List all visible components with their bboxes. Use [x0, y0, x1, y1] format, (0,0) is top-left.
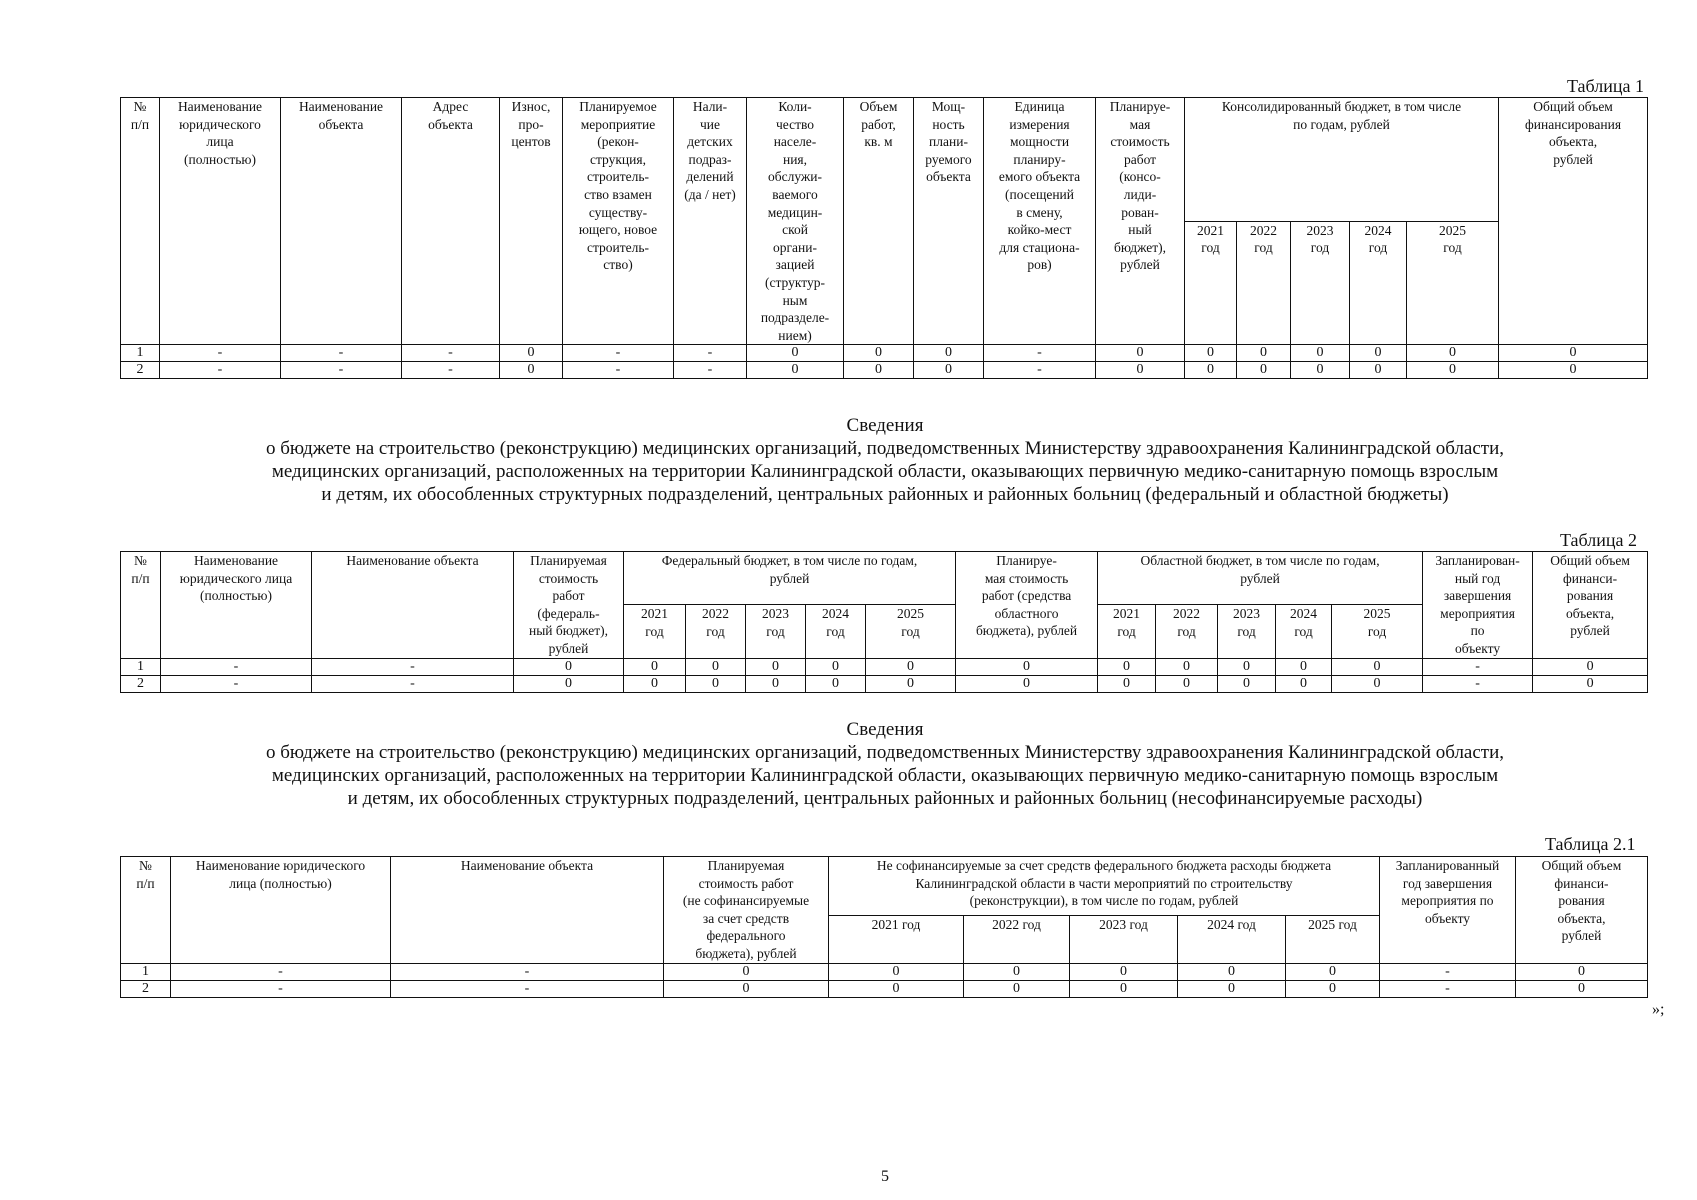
table-cell: - [160, 345, 281, 362]
table-cell: 0 [1237, 362, 1291, 379]
table-cell: - [391, 963, 664, 980]
table-cell: - [281, 345, 402, 362]
table-cell: 0 [686, 675, 746, 692]
table-cell: - [312, 658, 514, 675]
header-year-2025: 2025 год [1286, 915, 1380, 963]
table-cell: 0 [1096, 362, 1185, 379]
section2-line: медицинских организаций, расположенных на территории Калининградской области, оказывающих первичную медико-санитарную помощь взрослым [271, 461, 1499, 482]
table1-caption: Таблица 1 [1567, 76, 1644, 96]
header-year-2022: 2022 год [1237, 221, 1291, 345]
header-nonco-budget: Не софинансируемые за счет средств федерального бюджета расходы бюджета Калининградской области в части мероприятий по строительству (реконструкции), в том числе по годам, рублей [829, 857, 1380, 916]
table-cell: 2 [121, 675, 161, 692]
table1 [120, 97, 1648, 379]
table3-caption: Таблица 2.1 [1545, 834, 1636, 854]
section3-title: Сведения [846, 719, 924, 740]
header-object-address: Адрес объекта [402, 98, 500, 345]
header-year-2024: 2024 год [1350, 221, 1407, 345]
header-fed-year-2024: 2024 год [806, 605, 866, 658]
table-cell: 0 [1156, 675, 1218, 692]
page-number: 5 [881, 1168, 889, 1185]
table-cell: 2 [121, 362, 160, 379]
table-cell: - [984, 362, 1096, 379]
header-federal-cost: Планируемая стоимость работ (федераль- ный бюджет), рублей [514, 552, 624, 659]
header-year-2021: 2021 год [829, 915, 964, 963]
section2-title: Сведения [846, 415, 924, 436]
table-cell: 0 [1499, 345, 1648, 362]
header-capacity: Мощ- ность плани- руемого объекта [914, 98, 984, 345]
header-regional-cost: Планируе- мая стоимость работ (средства областного бюджета), рублей [956, 552, 1098, 659]
section3-line: медицинских организаций, расположенных на территории Калининградской области, оказывающих первичную медико-санитарную помощь взрослым [271, 765, 1499, 786]
header-reg-year-2024: 2024 год [1276, 605, 1332, 658]
table-cell: 0 [1098, 675, 1156, 692]
header-reg-year-2021: 2021 год [1098, 605, 1156, 658]
section2-line: о бюджете на строительство (реконструкцию) медицинских организаций, подведомственных Министерству здравоохранения Калининградской области, [265, 438, 1505, 459]
table-cell: 0 [1407, 362, 1499, 379]
header-total-financing: Общий объем финанси- рования объекта, рублей [1533, 552, 1648, 659]
table-row [121, 980, 1648, 997]
table-cell: 0 [1291, 345, 1350, 362]
table-cell: 0 [664, 980, 829, 997]
section3-heading [0, 718, 1697, 810]
table-cell: 0 [866, 658, 956, 675]
table-cell: 0 [956, 658, 1098, 675]
table-cell: 0 [1276, 675, 1332, 692]
table-cell: 0 [500, 345, 563, 362]
header-legal-entity: Наименование юридического лица (полностью) [171, 857, 391, 964]
header-capacity-unit: Единица измерения мощности планиру- емого объекта (посещений в смену, койко-мест для стациона- ров) [984, 98, 1096, 345]
header-wear: Износ, про- центов [500, 98, 563, 345]
table-cell: - [984, 345, 1096, 362]
header-total-financing: Общий объем финанси- рования объекта, рублей [1516, 857, 1648, 964]
header-planned-cost: Планируе- мая стоимость работ (консо- лиди- рован- ный бюджет), рублей [1096, 98, 1185, 345]
table-cell: - [171, 980, 391, 997]
header-year-2023: 2023 год [1291, 221, 1350, 345]
table-cell: 0 [914, 362, 984, 379]
table-cell: - [312, 675, 514, 692]
table-cell: 0 [806, 658, 866, 675]
table-cell: 0 [1185, 345, 1237, 362]
table-cell: 0 [1276, 658, 1332, 675]
header-reg-year-2022: 2022 год [1156, 605, 1218, 658]
header-planned-year: Запланирован- ный год завершения мероприятия по объекту [1423, 552, 1533, 659]
table-cell: 0 [1218, 658, 1276, 675]
table-cell: 0 [1286, 963, 1380, 980]
table-cell: 1 [121, 345, 160, 362]
table-row [121, 345, 1648, 362]
table-cell: 0 [746, 675, 806, 692]
table-cell: 0 [914, 345, 984, 362]
table-cell: 0 [829, 963, 964, 980]
header-planned-cost: Планируемая стоимость работ (не софинансируемые за счет средств федерального бюджета), рублей [664, 857, 829, 964]
header-year-2021: 2021 год [1185, 221, 1237, 345]
header-num: № п/п [121, 552, 161, 659]
table-cell: 0 [514, 675, 624, 692]
table-cell: - [563, 362, 674, 379]
header-planned-event: Планируемое мероприятие (рекон- струкция, строитель- ство взамен существу- ющего, новое строитель- ство) [563, 98, 674, 345]
table-cell: - [281, 362, 402, 379]
table-cell: 0 [866, 675, 956, 692]
table-cell: - [161, 658, 312, 675]
header-fed-year-2021: 2021 год [624, 605, 686, 658]
table-cell: - [391, 980, 664, 997]
table-cell: - [402, 362, 500, 379]
table-cell: 0 [964, 980, 1070, 997]
table-cell: 0 [1098, 658, 1156, 675]
header-legal-entity: Наименование юридического лица (полностью) [161, 552, 312, 659]
table-cell: 0 [844, 345, 914, 362]
header-reg-year-2025: 2025 год [1332, 605, 1423, 658]
table-cell: 0 [500, 362, 563, 379]
header-year-2024: 2024 год [1178, 915, 1286, 963]
header-year-2025: 2025 год [1407, 221, 1499, 345]
table-cell: 1 [121, 658, 161, 675]
table-cell: 0 [829, 980, 964, 997]
table-cell: 0 [1350, 345, 1407, 362]
table-cell: 0 [956, 675, 1098, 692]
table-cell: - [674, 345, 747, 362]
table-cell: 0 [747, 345, 844, 362]
header-fed-year-2025: 2025 год [866, 605, 956, 658]
table-cell: 0 [1218, 675, 1276, 692]
table2-caption: Таблица 2 [1560, 530, 1637, 550]
header-planned-year: Запланированный год завершения мероприятия по объекту [1380, 857, 1516, 964]
table-cell: 0 [1185, 362, 1237, 379]
table-row [121, 675, 1648, 692]
header-num: № п/п [121, 98, 160, 345]
table-cell: 0 [1516, 963, 1648, 980]
table-cell: - [563, 345, 674, 362]
table-cell: - [674, 362, 747, 379]
header-child-units: Нали- чие детских подраз- делений (да / нет) [674, 98, 747, 345]
table-cell: - [1423, 658, 1533, 675]
header-work-volume: Объем работ, кв. м [844, 98, 914, 345]
header-object-name: Наименование объекта [281, 98, 402, 345]
table-cell: 0 [1178, 980, 1286, 997]
table-row [121, 658, 1648, 675]
table-cell: 0 [1350, 362, 1407, 379]
table-cell: - [1380, 963, 1516, 980]
table-cell: 0 [1332, 658, 1423, 675]
section3-line: и детям, их обособленных структурных подразделений, центральных районных и районных больниц (несофинансируемые расходы) [347, 788, 1423, 809]
table-cell: 0 [1332, 675, 1423, 692]
table-cell: - [1423, 675, 1533, 692]
header-year-2022: 2022 год [964, 915, 1070, 963]
header-object-name: Наименование объекта [312, 552, 514, 659]
table-cell: 0 [664, 963, 829, 980]
header-fed-year-2022: 2022 год [686, 605, 746, 658]
table-cell: 0 [1533, 658, 1648, 675]
closing-quote-mark: »; [1652, 1001, 1665, 1018]
header-regional-budget: Областной бюджет, в том числе по годам, рублей [1098, 552, 1423, 605]
header-year-2023: 2023 год [1070, 915, 1178, 963]
table-cell: 0 [624, 658, 686, 675]
table-cell: 0 [686, 658, 746, 675]
header-legal-entity: Наименование юридического лица (полностью) [160, 98, 281, 345]
table-cell: 0 [624, 675, 686, 692]
header-federal-budget: Федеральный бюджет, в том числе по годам, рублей [624, 552, 956, 605]
table-cell: 0 [844, 362, 914, 379]
table-row [121, 963, 1648, 980]
table-cell: 0 [1407, 345, 1499, 362]
table-cell: 0 [1096, 345, 1185, 362]
table-cell: 0 [1291, 362, 1350, 379]
table-cell: - [160, 362, 281, 379]
header-total-financing: Общий объем финансирования объекта, рублей [1499, 98, 1648, 345]
table-cell: 0 [514, 658, 624, 675]
table-cell: 0 [964, 963, 1070, 980]
table-cell: 0 [1516, 980, 1648, 997]
table-cell: 0 [1286, 980, 1380, 997]
header-object-name: Наименование объекта [391, 857, 664, 964]
section2-line: и детям, их обособленных структурных подразделений, центральных районных и районных больниц (федеральный и областной бюджеты) [321, 484, 1449, 505]
header-population: Коли- чество населе- ния, обслужи- ваемого медицин- ской органи- зацией (структур- ным подразделе- нием) [747, 98, 844, 345]
table2 [120, 551, 1648, 693]
header-num: № п/п [121, 857, 171, 964]
table-cell: 2 [121, 980, 171, 997]
table-cell: 1 [121, 963, 171, 980]
section3-line: о бюджете на строительство (реконструкцию) медицинских организаций, подведомственных Министерству здравоохранения Калининградской области, [265, 742, 1505, 763]
header-consolidated-budget: Консолидированный бюджет, в том числе по годам, рублей [1185, 98, 1499, 222]
header-fed-year-2023: 2023 год [746, 605, 806, 658]
table-cell: 0 [747, 362, 844, 379]
table-cell: - [402, 345, 500, 362]
table-cell: - [171, 963, 391, 980]
table-cell: - [1380, 980, 1516, 997]
table-row [121, 362, 1648, 379]
table-cell: - [161, 675, 312, 692]
table-cell: 0 [806, 675, 866, 692]
header-reg-year-2023: 2023 год [1218, 605, 1276, 658]
table3 [120, 856, 1648, 998]
table-cell: 0 [1178, 963, 1286, 980]
table-cell: 0 [1533, 675, 1648, 692]
table-cell: 0 [746, 658, 806, 675]
table-cell: 0 [1499, 362, 1648, 379]
table-cell: 0 [1156, 658, 1218, 675]
table-cell: 0 [1237, 345, 1291, 362]
table-cell: 0 [1070, 963, 1178, 980]
table-cell: 0 [1070, 980, 1178, 997]
section2-heading [0, 414, 1697, 506]
